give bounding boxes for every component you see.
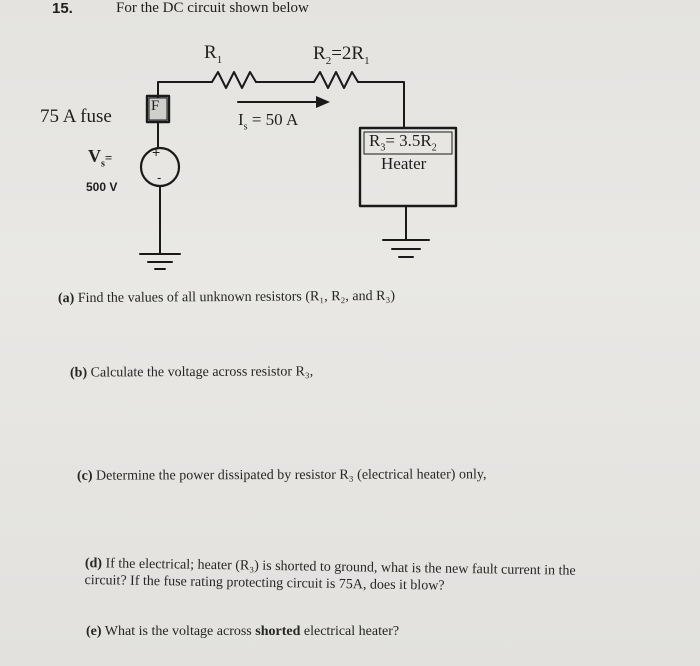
question-e: (e) What is the voltage across shorted electrical heater?	[86, 624, 400, 639]
heater-label: Heater	[381, 154, 427, 173]
vs-value: 500 V	[86, 180, 118, 194]
question-a: (a) Find the values of all unknown resistors (R₁, R₂, and R₃)	[57, 288, 396, 307]
ground-left	[140, 254, 180, 269]
question-d-line2: circuit? If the fuse rating protecting circuit is 75A, does it blow?	[84, 572, 445, 594]
wire-top-right	[358, 82, 404, 128]
source-plus-sign: +	[152, 144, 161, 160]
vs-label: $V_s=$	[88, 146, 113, 170]
r2-label: $R_2=2R_1$	[313, 43, 370, 67]
question-d-line1: (d) If the electrical; heater (R₃) is shorted to ground, what is the new fault current in the	[84, 556, 576, 579]
source-minus-sign: -	[157, 170, 162, 185]
problem-number: 15.	[52, 0, 73, 17]
r1-resistor	[212, 72, 256, 88]
r1-label: $R_1$	[204, 42, 223, 66]
current-label: $I_s = 50$ A	[238, 110, 299, 133]
fuse-rating-label: 75 A fuse	[40, 106, 112, 127]
question-c: (c) Determine the power dissipated by resistor R₃ (electrical heater) only,	[76, 467, 487, 484]
r2-resistor	[314, 72, 358, 88]
current-arrow-head	[316, 96, 330, 108]
question-d	[84, 556, 575, 597]
ground-right	[383, 240, 429, 257]
fuse-letter: F	[151, 98, 160, 114]
problem-prompt: For the DC circuit shown below	[116, 0, 309, 16]
question-b: (b) Calculate the voltage across resistor R₃,	[69, 364, 314, 381]
r3-label: $R_3= 3.5R_2$	[369, 131, 437, 154]
